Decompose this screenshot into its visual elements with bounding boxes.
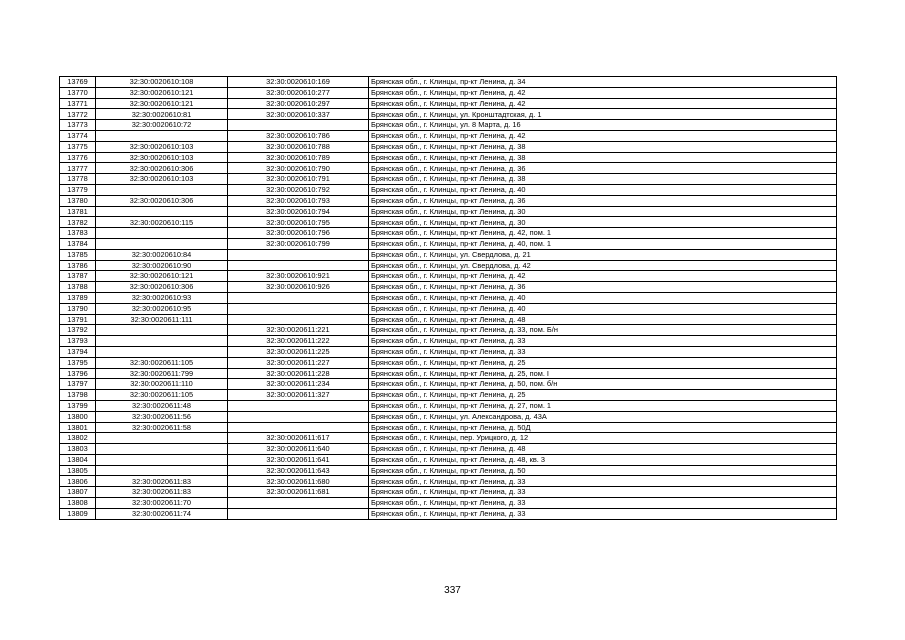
building-cadastral-number-cell [228,498,369,509]
building-cadastral-number-cell: 32:30:0020610:337 [228,109,369,120]
land-cadastral-number-cell: 32:30:0020611:105 [96,390,228,401]
table-row [60,292,837,303]
land-cadastral-number-cell: 32:30:0020610:306 [96,195,228,206]
table-row [60,174,837,185]
table-row [60,249,837,260]
building-cadastral-number-cell: 32:30:0020611:225 [228,346,369,357]
building-cadastral-number-cell: 32:30:0020611:640 [228,444,369,455]
building-cadastral-number-cell [228,400,369,411]
address-cell: Брянская обл., г. Клинцы, пр-кт Ленина, д. 50 [369,465,837,476]
address-cell: Брянская обл., г. Клинцы, пр-кт Ленина, д. 25, пом. I [369,368,837,379]
address-cell: Брянская обл., г. Клинцы, пр-кт Ленина, д. 48 [369,314,837,325]
row-number-cell: 13787 [60,271,96,282]
land-cadastral-number-cell: 32:30:0020610:306 [96,163,228,174]
table-row [60,195,837,206]
land-cadastral-number-cell [96,433,228,444]
address-cell: Брянская обл., г. Клинцы, пр-кт Ленина, д. 25 [369,390,837,401]
table-row [60,120,837,131]
address-cell: Брянская обл., г. Клинцы, пр-кт Ленина, д. 30 [369,206,837,217]
land-cadastral-number-cell: 32:30:0020611:110 [96,379,228,390]
table-row [60,508,837,519]
registry-table [59,76,837,520]
row-number-cell: 13773 [60,120,96,131]
building-cadastral-number-cell: 32:30:0020611:680 [228,476,369,487]
land-cadastral-number-cell: 32:30:0020610:103 [96,152,228,163]
table-row [60,465,837,476]
land-cadastral-number-cell [96,444,228,455]
address-cell: Брянская обл., г. Клинцы, пр-кт Ленина, д. 40, пом. 1 [369,238,837,249]
land-cadastral-number-cell: 32:30:0020610:306 [96,282,228,293]
land-cadastral-number-cell: 32:30:0020611:105 [96,357,228,368]
land-cadastral-number-cell: 32:30:0020611:799 [96,368,228,379]
row-number-cell: 13769 [60,77,96,88]
row-number-cell: 13778 [60,174,96,185]
row-number-cell: 13801 [60,422,96,433]
table-row [60,336,837,347]
table-row [60,87,837,98]
land-cadastral-number-cell: 32:30:0020611:83 [96,476,228,487]
table-row [60,444,837,455]
address-cell: Брянская обл., г. Клинцы, ул. Свердлова, д. 42 [369,260,837,271]
table-row [60,260,837,271]
land-cadastral-number-cell: 32:30:0020610:90 [96,260,228,271]
table-row [60,303,837,314]
row-number-cell: 13774 [60,130,96,141]
land-cadastral-number-cell: 32:30:0020610:115 [96,217,228,228]
row-number-cell: 13800 [60,411,96,422]
row-number-cell: 13777 [60,163,96,174]
address-cell: Брянская обл., г. Клинцы, пр-кт Ленина, д. 34 [369,77,837,88]
land-cadastral-number-cell: 32:30:0020611:56 [96,411,228,422]
address-cell: Брянская обл., г. Клинцы, ул. Кронштадтская, д. 1 [369,109,837,120]
building-cadastral-number-cell: 32:30:0020610:277 [228,87,369,98]
table-row [60,228,837,239]
building-cadastral-number-cell [228,260,369,271]
address-cell: Брянская обл., г. Клинцы, пр-кт Ленина, д. 33 [369,346,837,357]
land-cadastral-number-cell: 32:30:0020610:103 [96,141,228,152]
address-cell: Брянская обл., г. Клинцы, пер. Урицкого, д. 12 [369,433,837,444]
row-number-cell: 13776 [60,152,96,163]
building-cadastral-number-cell [228,120,369,131]
building-cadastral-number-cell: 32:30:0020611:222 [228,336,369,347]
table-row [60,346,837,357]
row-number-cell: 13794 [60,346,96,357]
table-row [60,487,837,498]
row-number-cell: 13805 [60,465,96,476]
row-number-cell: 13792 [60,325,96,336]
address-cell: Брянская обл., г. Клинцы, пр-кт Ленина, д. 38 [369,174,837,185]
address-cell: Брянская обл., г. Клинцы, пр-кт Ленина, д. 36 [369,163,837,174]
page-number: 337 [444,585,461,596]
building-cadastral-number-cell: 32:30:0020611:681 [228,487,369,498]
row-number-cell: 13796 [60,368,96,379]
table-row [60,368,837,379]
building-cadastral-number-cell: 32:30:0020610:793 [228,195,369,206]
address-cell: Брянская обл., г. Клинцы, ул. 8 Марта, д. 16 [369,120,837,131]
building-cadastral-number-cell: 32:30:0020610:789 [228,152,369,163]
row-number-cell: 13803 [60,444,96,455]
building-cadastral-number-cell [228,249,369,260]
address-cell: Брянская обл., г. Клинцы, ул. Свердлова, д. 21 [369,249,837,260]
address-cell: Брянская обл., г. Клинцы, пр-кт Ленина, д. 40 [369,184,837,195]
table-row [60,130,837,141]
address-cell: Брянская обл., г. Клинцы, пр-кт Ленина, д. 42 [369,130,837,141]
land-cadastral-number-cell: 32:30:0020611:70 [96,498,228,509]
address-cell: Брянская обл., г. Клинцы, пр-кт Ленина, д. 42 [369,98,837,109]
address-cell: Брянская обл., г. Клинцы, пр-кт Ленина, д. 42, пом. 1 [369,228,837,239]
address-cell: Брянская обл., г. Клинцы, пр-кт Ленина, д. 48 [369,444,837,455]
row-number-cell: 13806 [60,476,96,487]
table-row [60,163,837,174]
address-cell: Брянская обл., г. Клинцы, ул. Александрова, д. 43А [369,411,837,422]
building-cadastral-number-cell: 32:30:0020610:788 [228,141,369,152]
table-row [60,411,837,422]
building-cadastral-number-cell: 32:30:0020610:795 [228,217,369,228]
building-cadastral-number-cell: 32:30:0020611:221 [228,325,369,336]
building-cadastral-number-cell [228,411,369,422]
land-cadastral-number-cell: 32:30:0020610:121 [96,98,228,109]
row-number-cell: 13804 [60,454,96,465]
building-cadastral-number-cell: 32:30:0020610:791 [228,174,369,185]
land-cadastral-number-cell: 32:30:0020610:81 [96,109,228,120]
row-number-cell: 13798 [60,390,96,401]
building-cadastral-number-cell: 32:30:0020611:227 [228,357,369,368]
table-row [60,390,837,401]
row-number-cell: 13775 [60,141,96,152]
address-cell: Брянская обл., г. Клинцы, пр-кт Ленина, д. 33 [369,336,837,347]
land-cadastral-number-cell: 32:30:0020611:83 [96,487,228,498]
row-number-cell: 13784 [60,238,96,249]
table-row [60,379,837,390]
row-number-cell: 13785 [60,249,96,260]
land-cadastral-number-cell [96,228,228,239]
row-number-cell: 13789 [60,292,96,303]
row-number-cell: 13782 [60,217,96,228]
address-cell: Брянская обл., г. Клинцы, пр-кт Ленина, д. 33 [369,508,837,519]
row-number-cell: 13808 [60,498,96,509]
address-cell: Брянская обл., г. Клинцы, пр-кт Ленина, д. 38 [369,152,837,163]
land-cadastral-number-cell: 32:30:0020610:121 [96,87,228,98]
address-cell: Брянская обл., г. Клинцы, пр-кт Ленина, д. 40 [369,292,837,303]
building-cadastral-number-cell: 32:30:0020610:786 [228,130,369,141]
table-row [60,498,837,509]
land-cadastral-number-cell [96,454,228,465]
address-cell: Брянская обл., г. Клинцы, пр-кт Ленина, д. 27, пом. 1 [369,400,837,411]
table-row [60,238,837,249]
table-row [60,433,837,444]
row-number-cell: 13799 [60,400,96,411]
table-row [60,314,837,325]
building-cadastral-number-cell: 32:30:0020610:926 [228,282,369,293]
table-row [60,109,837,120]
building-cadastral-number-cell: 32:30:0020611:327 [228,390,369,401]
table-row [60,271,837,282]
building-cadastral-number-cell: 32:30:0020611:643 [228,465,369,476]
land-cadastral-number-cell: 32:30:0020611:111 [96,314,228,325]
building-cadastral-number-cell: 32:30:0020611:234 [228,379,369,390]
address-cell: Брянская обл., г. Клинцы, пр-кт Ленина, д. 48, кв. 3 [369,454,837,465]
land-cadastral-number-cell: 32:30:0020610:93 [96,292,228,303]
building-cadastral-number-cell [228,314,369,325]
building-cadastral-number-cell [228,303,369,314]
building-cadastral-number-cell: 32:30:0020611:617 [228,433,369,444]
land-cadastral-number-cell [96,336,228,347]
address-cell: Брянская обл., г. Клинцы, пр-кт Ленина, д. 42 [369,87,837,98]
table-row [60,98,837,109]
table-row [60,422,837,433]
row-number-cell: 13791 [60,314,96,325]
registry-table-body [60,77,837,520]
land-cadastral-number-cell: 32:30:0020610:84 [96,249,228,260]
table-row [60,184,837,195]
building-cadastral-number-cell: 32:30:0020610:790 [228,163,369,174]
building-cadastral-number-cell: 32:30:0020611:228 [228,368,369,379]
land-cadastral-number-cell [96,325,228,336]
row-number-cell: 13779 [60,184,96,195]
address-cell: Брянская обл., г. Клинцы, пр-кт Ленина, д. 50Д [369,422,837,433]
table-row [60,454,837,465]
building-cadastral-number-cell: 32:30:0020610:792 [228,184,369,195]
land-cadastral-number-cell: 32:30:0020610:121 [96,271,228,282]
table-row [60,141,837,152]
land-cadastral-number-cell [96,465,228,476]
row-number-cell: 13809 [60,508,96,519]
address-cell: Брянская обл., г. Клинцы, пр-кт Ленина, д. 38 [369,141,837,152]
row-number-cell: 13790 [60,303,96,314]
land-cadastral-number-cell [96,346,228,357]
row-number-cell: 13786 [60,260,96,271]
land-cadastral-number-cell: 32:30:0020610:72 [96,120,228,131]
building-cadastral-number-cell: 32:30:0020610:799 [228,238,369,249]
table-row [60,282,837,293]
land-cadastral-number-cell [96,184,228,195]
building-cadastral-number-cell [228,292,369,303]
address-cell: Брянская обл., г. Клинцы, пр-кт Ленина, д. 30 [369,217,837,228]
land-cadastral-number-cell [96,238,228,249]
land-cadastral-number-cell: 32:30:0020611:58 [96,422,228,433]
table-row [60,400,837,411]
row-number-cell: 13780 [60,195,96,206]
address-cell: Брянская обл., г. Клинцы, пр-кт Ленина, д. 33 [369,498,837,509]
building-cadastral-number-cell: 32:30:0020610:297 [228,98,369,109]
row-number-cell: 13771 [60,98,96,109]
row-number-cell: 13781 [60,206,96,217]
address-cell: Брянская обл., г. Клинцы, пр-кт Ленина, д. 50, пом. б/н [369,379,837,390]
row-number-cell: 13772 [60,109,96,120]
table-row [60,357,837,368]
building-cadastral-number-cell [228,508,369,519]
building-cadastral-number-cell: 32:30:0020610:796 [228,228,369,239]
land-cadastral-number-cell: 32:30:0020610:103 [96,174,228,185]
table-row [60,217,837,228]
address-cell: Брянская обл., г. Клинцы, пр-кт Ленина, д. 33 [369,476,837,487]
address-cell: Брянская обл., г. Клинцы, пр-кт Ленина, д. 36 [369,282,837,293]
row-number-cell: 13807 [60,487,96,498]
row-number-cell: 13788 [60,282,96,293]
land-cadastral-number-cell: 32:30:0020610:108 [96,77,228,88]
table-row [60,476,837,487]
row-number-cell: 13802 [60,433,96,444]
row-number-cell: 13795 [60,357,96,368]
table-row [60,206,837,217]
address-cell: Брянская обл., г. Клинцы, пр-кт Ленина, д. 33, пом. Б/н [369,325,837,336]
table-row [60,152,837,163]
row-number-cell: 13797 [60,379,96,390]
building-cadastral-number-cell: 32:30:0020610:794 [228,206,369,217]
building-cadastral-number-cell: 32:30:0020610:921 [228,271,369,282]
building-cadastral-number-cell [228,422,369,433]
row-number-cell: 13793 [60,336,96,347]
land-cadastral-number-cell: 32:30:0020611:48 [96,400,228,411]
building-cadastral-number-cell: 32:30:0020610:169 [228,77,369,88]
row-number-cell: 13770 [60,87,96,98]
land-cadastral-number-cell: 32:30:0020610:95 [96,303,228,314]
table-row [60,77,837,88]
row-number-cell: 13783 [60,228,96,239]
land-cadastral-number-cell [96,206,228,217]
land-cadastral-number-cell [96,130,228,141]
address-cell: Брянская обл., г. Клинцы, пр-кт Ленина, д. 33 [369,487,837,498]
land-cadastral-number-cell: 32:30:0020611:74 [96,508,228,519]
address-cell: Брянская обл., г. Клинцы, пр-кт Ленина, д. 25 [369,357,837,368]
building-cadastral-number-cell: 32:30:0020611:641 [228,454,369,465]
table-row [60,325,837,336]
address-cell: Брянская обл., г. Клинцы, пр-кт Ленина, д. 40 [369,303,837,314]
address-cell: Брянская обл., г. Клинцы, пр-кт Ленина, д. 42 [369,271,837,282]
address-cell: Брянская обл., г. Клинцы, пр-кт Ленина, д. 36 [369,195,837,206]
